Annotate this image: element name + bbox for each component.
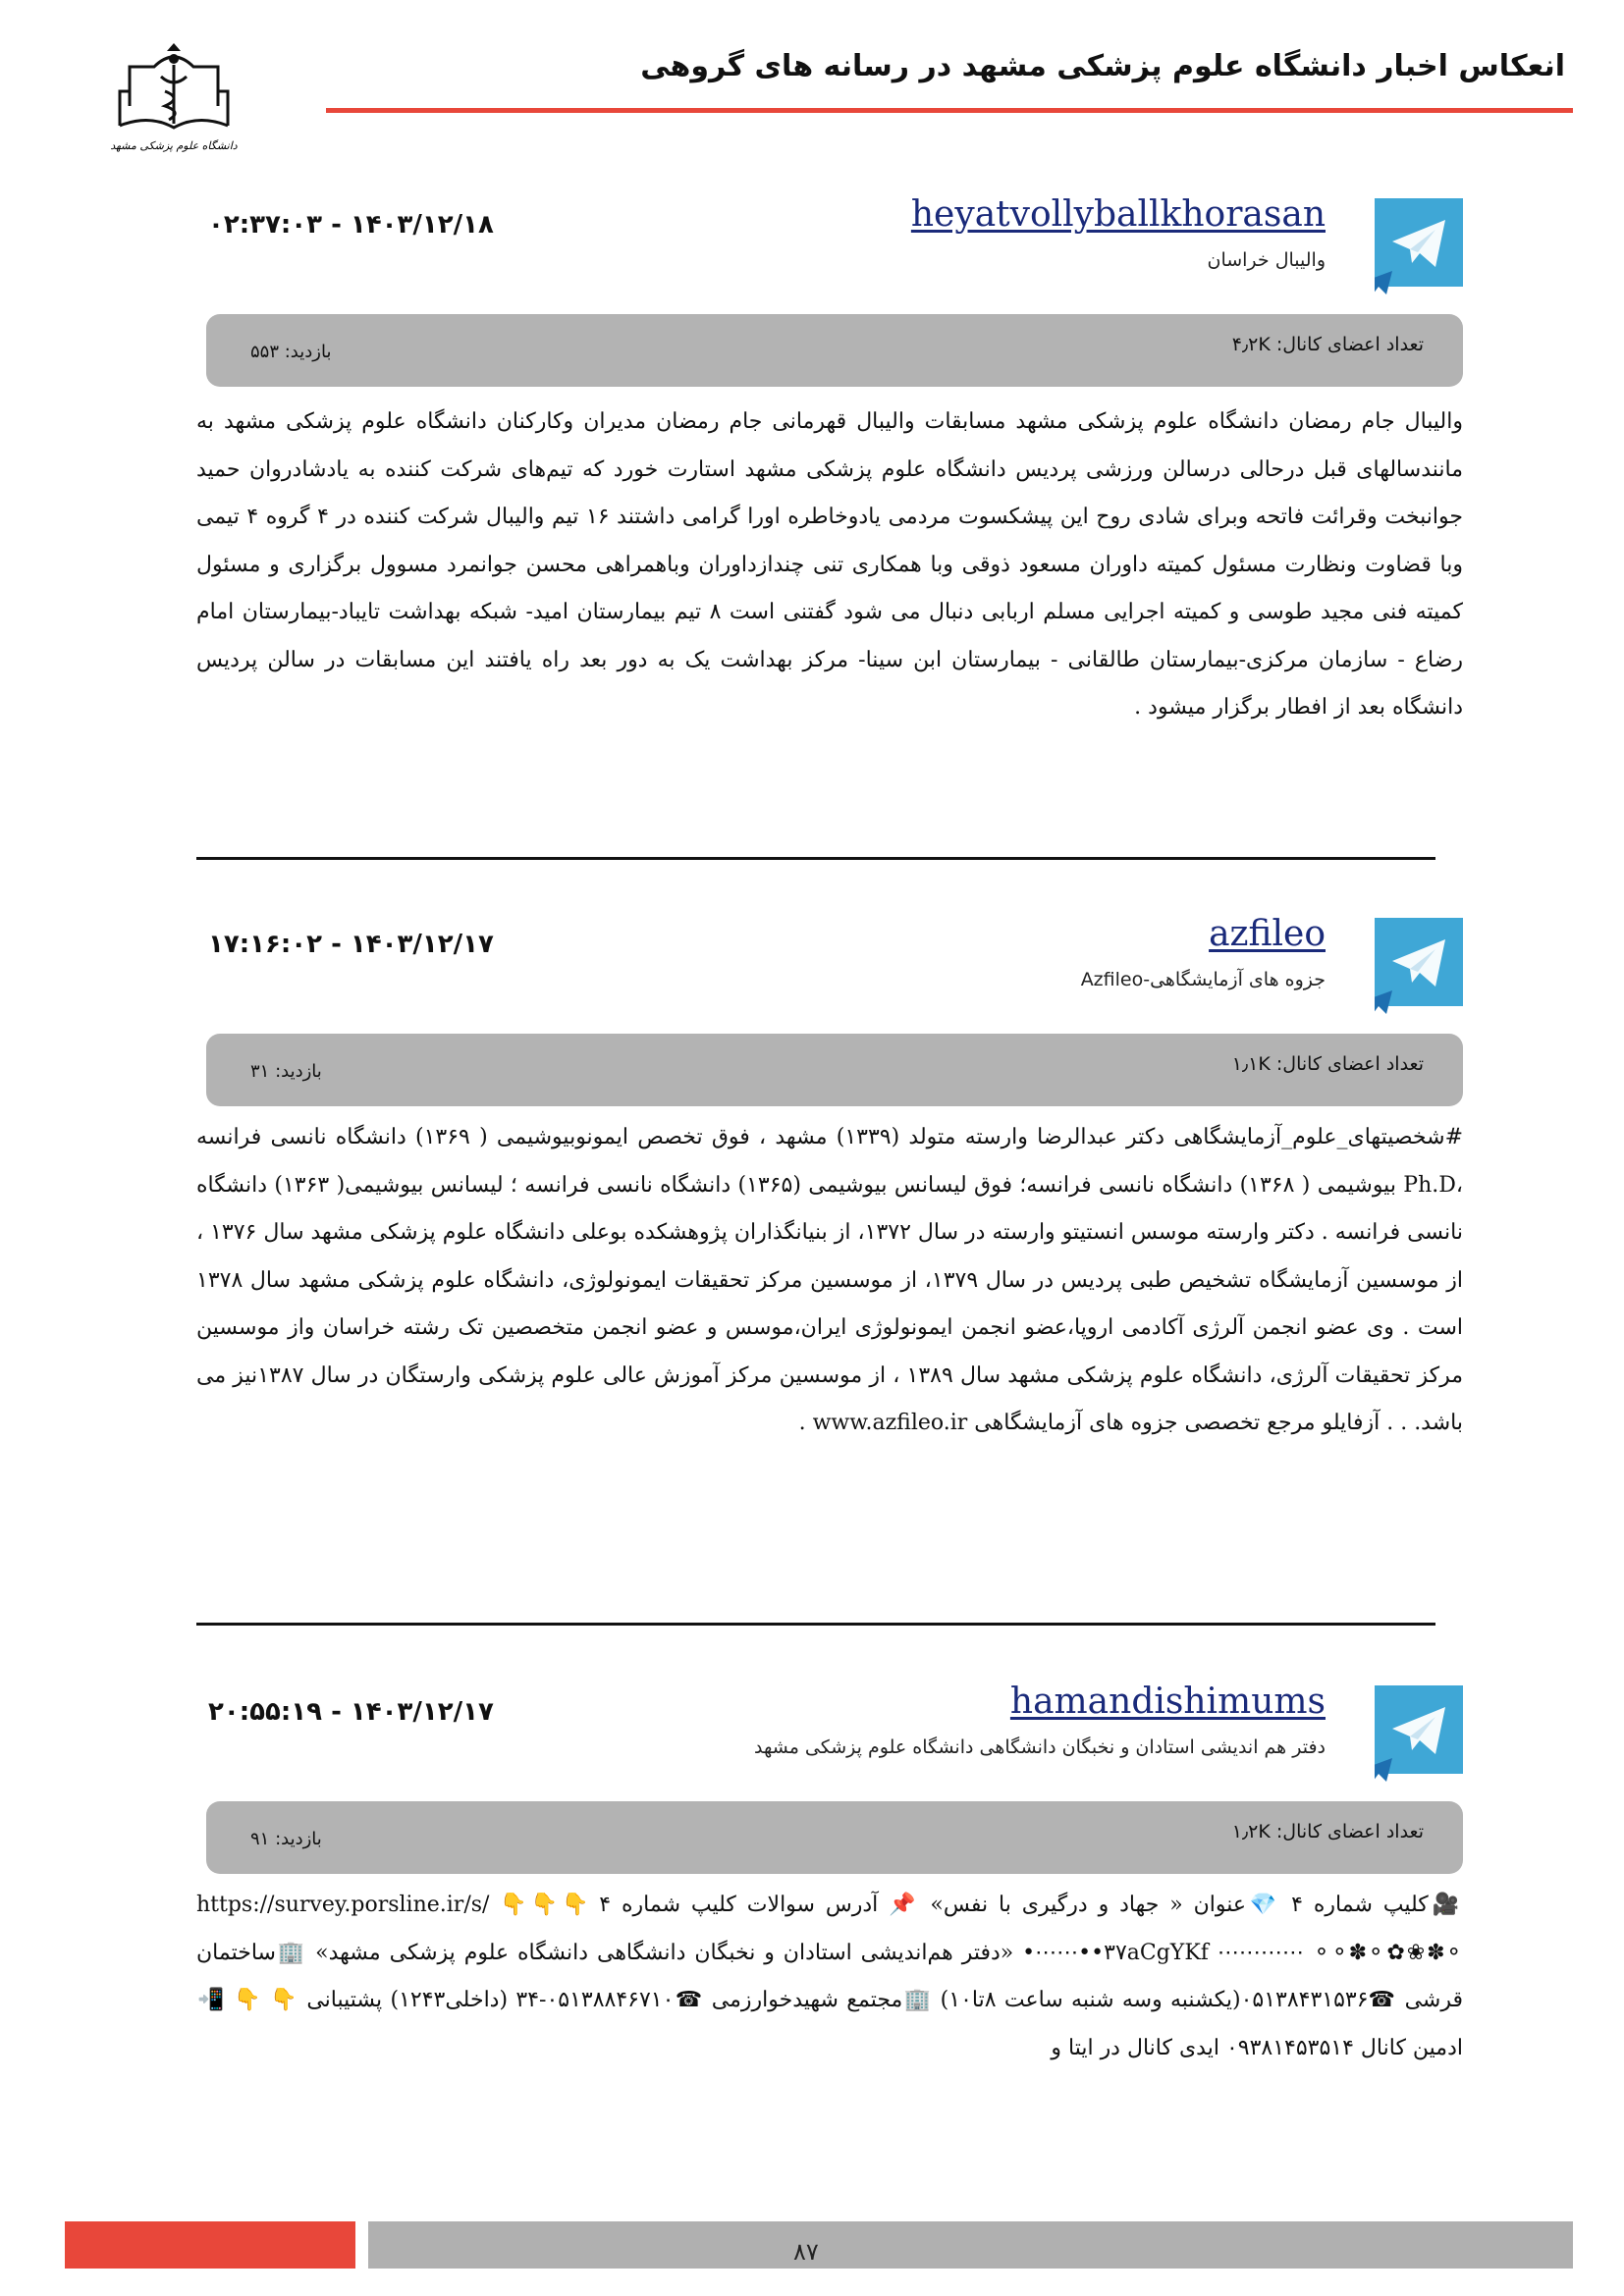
university-logo <box>110 37 238 160</box>
channel-name[interactable]: hamandishimums <box>1009 1682 1326 1722</box>
page-title: انعکاس اخبار دانشگاه علوم پزشکی مشهد در رسانه های گروهی <box>640 49 1565 83</box>
channel-name[interactable]: heyatvollyballkhorasan <box>910 194 1326 235</box>
member-count: تعداد اعضای کانال: ۱٫۱K <box>1231 1053 1424 1075</box>
telegram-icon <box>1375 198 1463 294</box>
telegram-icon <box>1375 1685 1463 1782</box>
post-text: والیبال جام رمضان دانشگاه علوم پزشکی مشهد مسابقات والیبال قهرمانی جام رمضان مدیران وکارکنان دانشگاه علوم پزشکی مشهد به مانندسالهای قبل درحالی درسالن ورزشی پردیس دانشگاه علوم پزشکی مشهد استارت خورد که تیم‌های شرکت کننده به یادشادروان حمید جوانبخت وقرائت فاتحه وبرای شادی روح این پیشکسوت مردمی یادوخاطره اورا گرامی داشتند ۱۶ تیم والیبال شرکت کننده در ۴ گروه ۴ تیمی وبا قضاوت ونظارت مسئول کمیته داوران مسعود ذوقی وبا همکاری تنی چندازداوران وباهمراهی محسن جوانمرد مسوول برگزاری و مسئول کمیته فنی مجید طوسی و کمیته اجرایی مسلم اربابی دنبال می شود گفتنی است ۸ تیم بیمارستان امید- شبکه بهداشت تایباد-بیمارستان امام رضاع - سازمان مرکزی-بیمارستان طالقانی - بیمارستان ابن سینا- مرکز بهداشت یک به دور بعد راه یافتند این مسابقات در سالن پردیس دانشگاه بعد از افطار برگزار میشود . <box>196 409 1464 720</box>
stats-bar <box>206 1801 1463 1874</box>
channel-name[interactable]: azfileo <box>1209 914 1326 954</box>
post-2 <box>196 914 1464 1546</box>
channel-description: جزوه های آزمایشگاهی-Azfileo <box>1080 969 1326 990</box>
view-count: بازدید: ۵۵۳ <box>250 342 332 362</box>
channel-description: دفتر هم اندیشی استادان و نخبگان دانشگاهی دانشگاه علوم پزشکی مشهد <box>754 1736 1326 1758</box>
post-datetime: ۱۴۰۳/۱۲/۱۷ - ۲۰:۵۵:۱۹ <box>208 1697 494 1727</box>
member-count: تعداد اعضای کانال: ۱٫۲K <box>1231 1821 1424 1842</box>
post-datetime: ۱۴۰۳/۱۲/۱۷ - ۱۷:۱۶:۰۲ <box>208 930 494 959</box>
header-divider <box>326 108 1573 113</box>
stats-bar <box>206 1034 1463 1106</box>
stats-bar <box>206 314 1463 387</box>
post-datetime: ۱۴۰۳/۱۲/۱۸ - ۰۲:۳۷:۰۳ <box>208 210 494 240</box>
post-3 <box>196 1682 1463 2098</box>
view-count: بازدید: ۳۱ <box>250 1061 322 1082</box>
post-text: #شخصیتهای_علوم_آزمایشگاهی دکتر عبدالرضا وارسته متولد (۱۳۳۹) مشهد ، فوق تخصص ایمونوبیوشیمی ( ۱۳۶۹) دانشگاه نانسی فرانسه ،Ph.D بیوشیمی ( ۱۳۶۸) دانشگاه نانسی فرانسه؛ فوق لیسانس بیوشیمی (۱۳۶۵) دانشگاه نانسی فرانسه ؛ لیسانس بیوشیمی( ۱۳۶۳) دانشگاه نانسی فرانسه . دکتر وارسته موسس انستیتو وارسته در سال ۱۳۷۲، از بنیانگذاران پژوهشکده بوعلی دانشگاه علوم پزشکی مشهد سال ۱۳۷۶ ، از موسسین آزمایشگاه تشخیص طبی پردیس در سال ۱۳۷۹، از موسسین مرکز تحقیقات ایمونولوژی، دانشگاه علوم پزشکی مشهد سال ۱۳۷۸ است . وی عضو انجمن آلرژی آکادمی اروپا،عضو انجمن ایمونولوژی ایران،موسس و عضو انجمن متخصصین تک رشته خراسان واز موسسین مرکز تحقیقات آلرژی، دانشگاه علوم پزشکی مشهد سال ۱۳۸۹ ، از موسسین مرکز آموزش عالی علوم پزشکی وارستگان در سال ۱۳۸۷نیز می باشد. . . آزفایلو مرجع تخصصی جزوه های آزمایشگاهی www.azfileo.ir . <box>196 1125 1464 1435</box>
telegram-icon <box>1375 918 1463 1014</box>
post-separator <box>196 857 1435 860</box>
post-separator <box>196 1623 1435 1626</box>
view-count: بازدید: ۹۱ <box>250 1829 322 1849</box>
channel-description: والیبال خراسان <box>1207 249 1326 271</box>
footer-bar <box>368 2221 1573 2269</box>
page-number: ۸۷ <box>793 2238 819 2266</box>
post-1 <box>196 194 1464 748</box>
member-count: تعداد اعضای کانال: ۴٫۲K <box>1231 334 1424 355</box>
post-text: 🎥کلیپ شماره ۴ 💎عنوان « جهاد و درگیری با نفس» 📌 آدرس سوالات کلیپ شماره ۴ 👇👇👇 https://survey.porsline.ir/s/۳۷aCgYKf ⋯⋯⋯⋯ ⚬⚬✽⚬✿❀✽⚬••⋯⋯• «دفتر هم‌اندیشی استادان و نخبگان دانشگاهی دانشگاه علوم پزشکی مشهد» 🏢ساختمان قرشی ☎۰۵۱۳۸۴۳۱۵۳۶(یکشنبه وسه شنبه ساعت ۸تا۱۰) 🏢مجتمع شهیدخوارزمی ☎۰۵۱۳۸۸۴۶۷۱۰-۳۴ (داخلی۱۲۴۳) پشتیبانی 👇 👇 📲ادمین کانال ۰۹۳۸۱۴۵۳۵۱۴ ایدی کانال در ایتا و <box>196 1893 1463 2060</box>
svg-text:دانشگاه علوم پزشکی مشهد: دانشگاه علوم پزشکی مشهد <box>110 139 238 152</box>
footer-accent-bar <box>65 2221 355 2269</box>
